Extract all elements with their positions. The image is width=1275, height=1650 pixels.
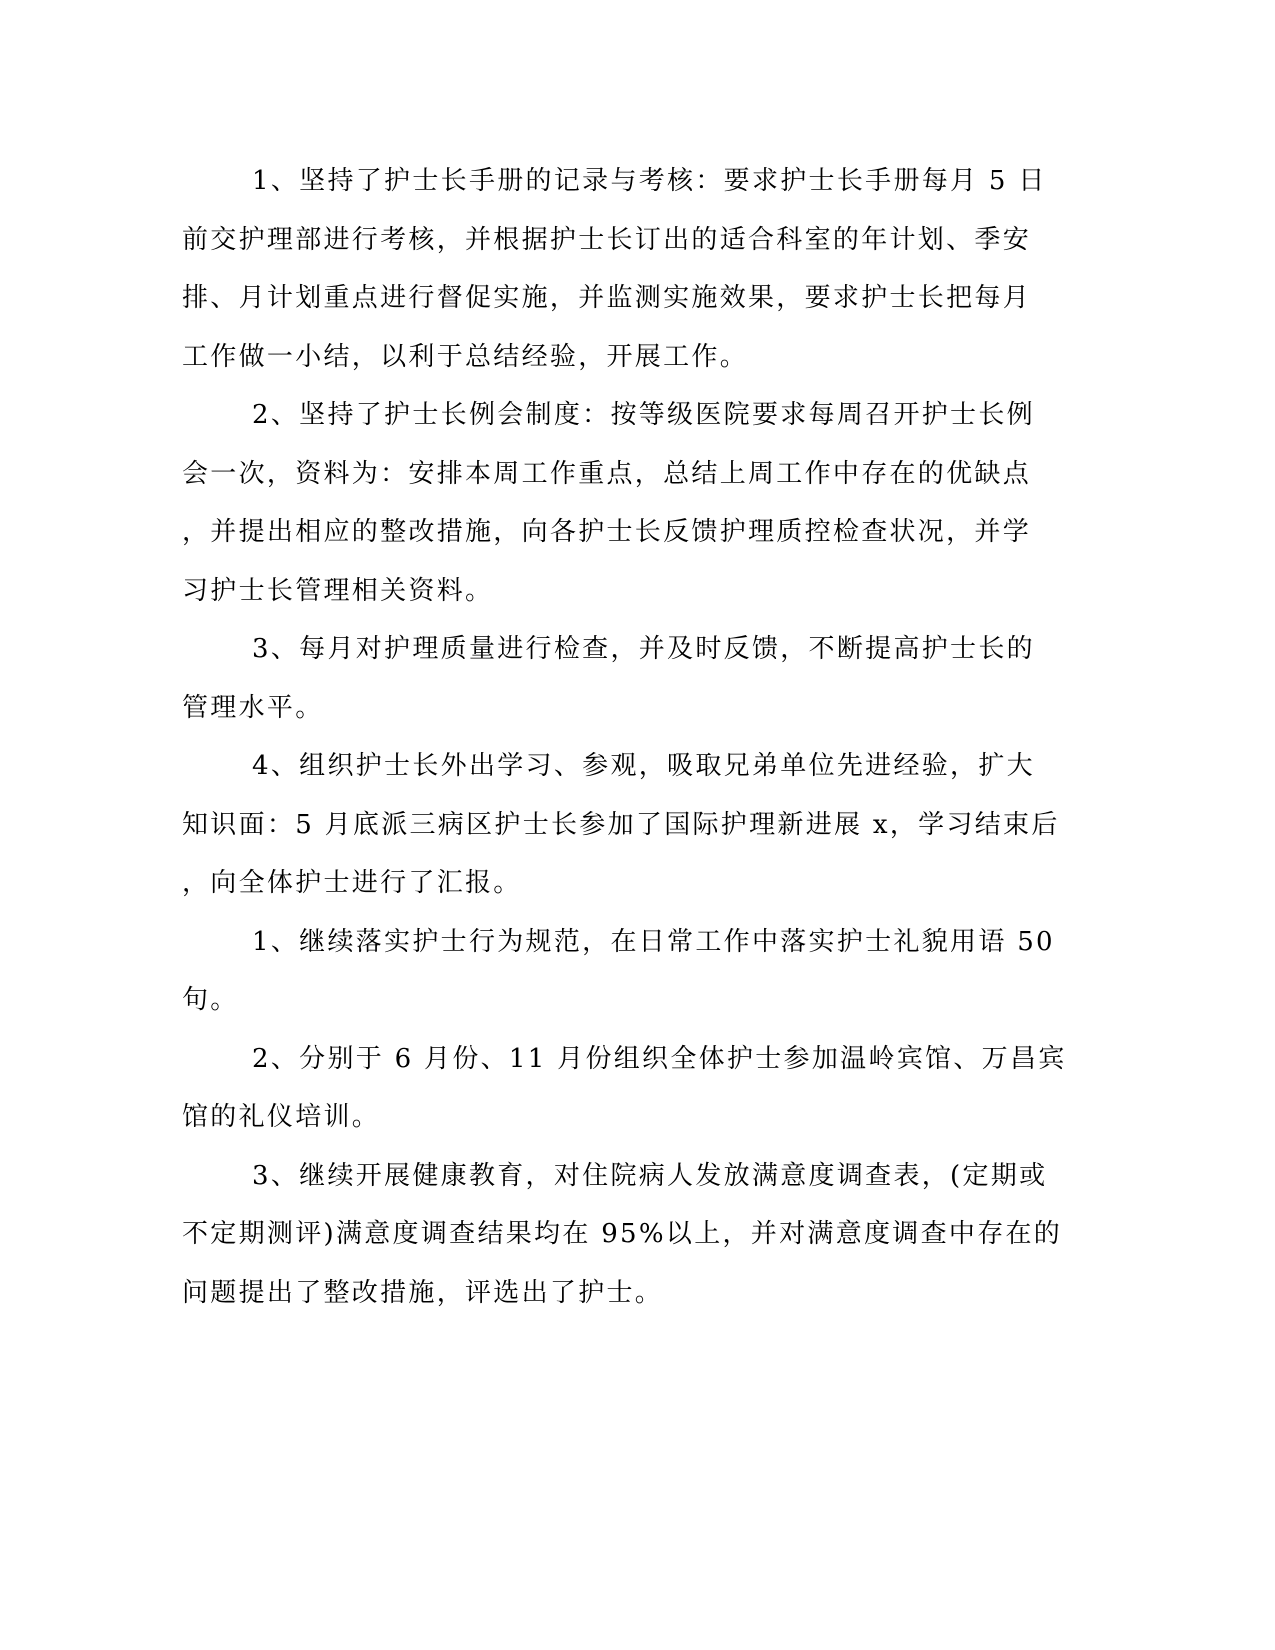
paragraph-line: ，向全体护士进行了汇报。 xyxy=(182,868,522,898)
paragraph-line: 2、坚持了护士长例会制度：按等级医院要求每周召开护士长例 xyxy=(252,400,1035,430)
paragraph-line: 习护士长管理相关资料。 xyxy=(182,575,494,606)
paragraph-line: 馆的礼仪培训。 xyxy=(182,1102,381,1132)
paragraph-line: 问题提出了整改措施，评选出了护士。 xyxy=(182,1277,664,1308)
document-body xyxy=(182,152,1067,1322)
paragraph-line: 3、继续开展健康教育，对住院病人发放满意度调查表，(定期或 xyxy=(252,1160,1048,1191)
paragraph-2 xyxy=(182,386,1035,620)
paragraph-3 xyxy=(182,620,1035,737)
paragraph-line: 1、继续落实护士行为规范，在日常工作中落实护士礼貌用语 50 xyxy=(252,926,1055,957)
paragraph-4 xyxy=(182,737,1060,913)
paragraph-line: 会一次，资料为：安排本周工作重点，总结上周工作中存在的优缺点 xyxy=(182,458,1032,489)
paragraph-line: 2、分别于 6 月份、11 月份组织全体护士参加温岭宾馆、万昌宾 xyxy=(252,1043,1067,1074)
paragraph-line: 句。 xyxy=(182,985,239,1015)
paragraph-line: ，并提出相应的整改措施，向各护士长反馈护理质控检查状况，并学 xyxy=(182,517,1032,547)
paragraph-line: 1、坚持了护士长手册的记录与考核：要求护士长手册每月 5 日 xyxy=(252,166,1047,196)
paragraph-5 xyxy=(182,913,1055,1030)
paragraph-line: 前交护理部进行考核，并根据护士长订出的适合科室的年计划、季安 xyxy=(182,224,1032,255)
paragraph-line: 工作做一小结，以利于总结经验，开展工作。 xyxy=(182,341,749,372)
paragraph-line: 知识面：5 月底派三病区护士长参加了国际护理新进展 x，学习结束后 xyxy=(182,809,1060,840)
paragraph-line: 不定期测评)满意度调查结果均在 95%以上，并对满意度调查中存在的 xyxy=(182,1219,1063,1249)
paragraph-7 xyxy=(182,1147,1063,1323)
paragraph-1 xyxy=(182,152,1047,386)
paragraph-line: 排、月计划重点进行督促实施，并监测实施效果，要求护士长把每月 xyxy=(182,283,1032,313)
paragraph-line: 4、组织护士长外出学习、参观，吸取兄弟单位先进经验，扩大 xyxy=(252,751,1035,781)
paragraph-6 xyxy=(182,1030,1067,1147)
paragraph-line: 管理水平。 xyxy=(182,692,324,723)
paragraph-line: 3、每月对护理质量进行检查，并及时反馈，不断提高护士长的 xyxy=(252,634,1035,664)
